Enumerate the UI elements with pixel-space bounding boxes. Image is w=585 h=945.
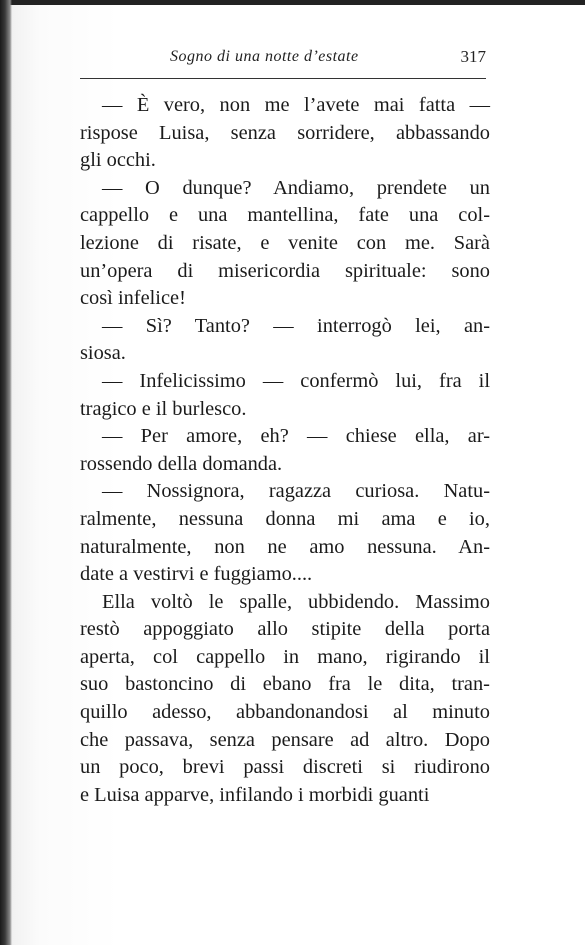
text-line: così infelice! <box>80 287 186 310</box>
text-line: gli occhi. <box>80 149 156 172</box>
text-line: lezione di risate, e venite con me. Sarà <box>80 231 490 254</box>
text-line: ralmente, nessuna donna mi ama e io, <box>80 507 490 530</box>
text-line: rispose Luisa, senza sorridere, abbassando <box>80 121 490 144</box>
text-line: date a vestirvi e fuggiamo.... <box>80 563 313 586</box>
text-line: — Sì? Tanto? — interrogò lei, an- <box>102 314 490 337</box>
header-rule <box>80 78 486 79</box>
text-line: un poco, brevi passi discreti si riudirono <box>80 756 490 779</box>
text-line: aperta, col cappello in mano, rigirando il <box>80 645 490 668</box>
text-line: un’opera di misericordia spirituale: sono <box>80 259 490 282</box>
text-line: quillo adesso, abbandonandosi al minuto <box>80 701 490 724</box>
book-spine-shadow <box>0 0 12 945</box>
text-line: Ella voltò le spalle, ubbidendo. Massimo <box>102 590 490 613</box>
page-header <box>80 48 490 72</box>
text-line: cappello e una mantellina, fate una col- <box>80 204 490 227</box>
running-title: Sogno di una notte d’estate <box>170 48 359 65</box>
text-line: e Luisa apparve, infilando i morbidi guanti <box>80 783 430 806</box>
text-line: restò appoggiato allo stipite della porta <box>80 618 491 641</box>
page-number: 317 <box>460 47 486 66</box>
text-line: naturalmente, non ne amo nessuna. An- <box>80 535 490 558</box>
text-line: suo bastoncino di ebano fra le dita, tran- <box>80 673 490 696</box>
text-line: — O dunque? Andiamo, prendete un <box>102 176 490 199</box>
text-line: che passava, senza pensare ad altro. Dopo <box>80 728 491 751</box>
text-line: rossendo della domanda. <box>80 452 283 475</box>
text-line: — Infelicissimo — confermò lui, fra il <box>102 369 491 392</box>
text-line: — Per amore, eh? — chiese ella, ar- <box>102 425 491 448</box>
text-line: — Nossignora, ragazza curiosa. Natu- <box>102 480 491 503</box>
page-top-edge <box>0 0 585 5</box>
text-line: tragico e il burlesco. <box>80 397 247 420</box>
text-line: siosa. <box>80 342 126 365</box>
text-line: — È vero, non me l’avete mai fatta — <box>102 94 490 116</box>
body-text <box>80 92 490 809</box>
